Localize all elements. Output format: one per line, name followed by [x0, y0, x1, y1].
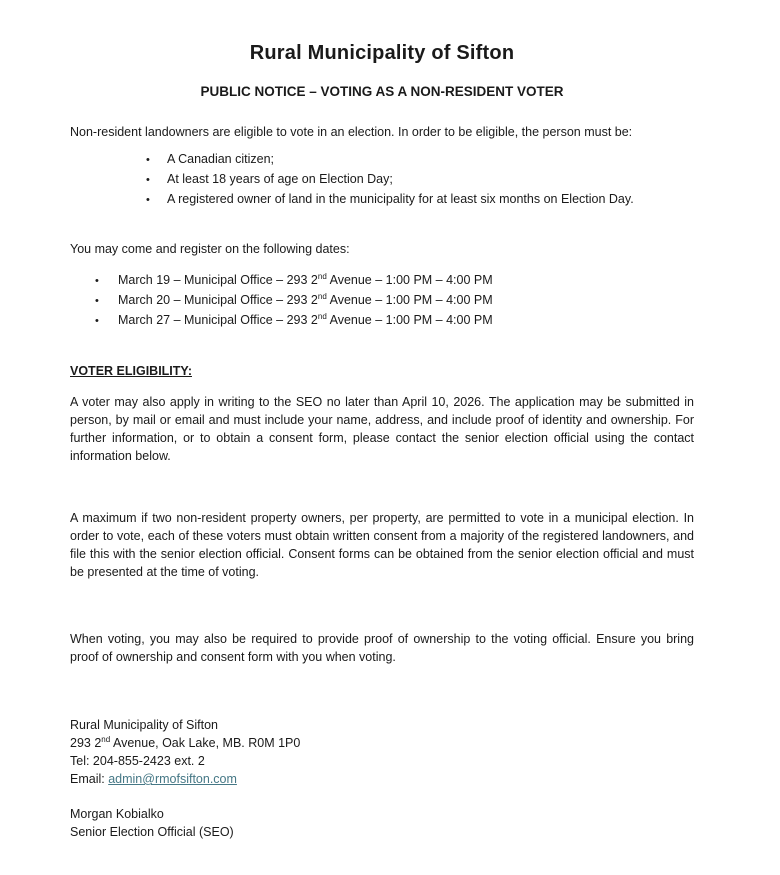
- list-item-text: [118, 271, 493, 290]
- ordinal-superscript: nd: [317, 311, 327, 321]
- intro-paragraph: Non-resident landowners are eligible to vote in an election. In order to be eligible, the person must be:: [70, 125, 633, 139]
- maximum-owners-paragraph: A maximum if two non-resident property owners, per property, are permitted to vote in a municipal election. In order to vote, each of these voters must obtain written consent from a majority of the registered landowners, and file this with the senior election official. Consent forms can be obtained from the senior election official and must be presented at the time of voting.: [70, 511, 694, 579]
- signature-name: Morgan Kobialko: [70, 807, 164, 821]
- ordinal-superscript: nd: [101, 734, 111, 744]
- date-text: Avenue – 1:00 PM – 4:00 PM: [326, 313, 493, 327]
- address-text: 293 2: [70, 736, 102, 750]
- contact-block: [70, 716, 694, 788]
- email-link[interactable]: admin@rmofsifton.com: [108, 772, 237, 786]
- date-text: Avenue – 1:00 PM – 4:00 PM: [326, 273, 493, 287]
- contact-org: Rural Municipality of Sifton: [70, 718, 218, 732]
- date-text: March 20 – Municipal Office – 293 2: [118, 293, 318, 307]
- notice-subtitle: PUBLIC NOTICE – VOTING AS A NON-RESIDENT VOTER: [200, 84, 564, 99]
- bullet-icon: •: [146, 174, 150, 186]
- list-item: [70, 150, 694, 170]
- email-label: Email:: [70, 772, 109, 786]
- voter-eligibility-heading: VOTER ELIGIBILITY:: [70, 364, 192, 378]
- when-voting-paragraph: When voting, you may also be required to provide proof of ownership to the voting official. Ensure you bring proof of ownership and consent form with you when voting.: [70, 632, 694, 664]
- date-text: March 27 – Municipal Office – 293 2: [118, 313, 318, 327]
- contact-tel: Tel: 204-855-2423 ext. 2: [70, 754, 205, 768]
- bullet-icon: •: [146, 194, 150, 206]
- list-item: [70, 190, 694, 210]
- bullet-icon: •: [95, 315, 99, 327]
- date-text: March 19 – Municipal Office – 293 2: [118, 273, 318, 287]
- signature-block: [70, 805, 694, 841]
- signature-title: Senior Election Official (SEO): [70, 825, 234, 839]
- contact-email-line: [70, 770, 694, 788]
- bullet-icon: •: [146, 154, 150, 166]
- list-item: [70, 291, 694, 311]
- list-item-text: [118, 291, 493, 310]
- list-item: [70, 311, 694, 331]
- page-title: Rural Municipality of Sifton: [249, 42, 515, 64]
- eligibility-list: [70, 150, 694, 210]
- address-text: Avenue, Oak Lake, MB. R0M 1P0: [110, 736, 301, 750]
- register-intro-paragraph: You may come and register on the following dates:: [70, 242, 350, 256]
- apply-in-writing-paragraph: A voter may also apply in writing to the SEO no later than April 10, 2026. The application may be submitted in person, by mail or email and must include your name, address, and include proof of identity and ownership. For further information, or to obtain a consent form, please contact the senior election official using the contact information below.: [70, 395, 694, 463]
- list-item: [70, 271, 694, 291]
- register-dates-list: [70, 271, 694, 331]
- contact-address: [70, 734, 694, 752]
- list-item-text: At least 18 years of age on Election Day;: [167, 172, 393, 186]
- list-item: [70, 170, 694, 190]
- ordinal-superscript: nd: [317, 271, 327, 281]
- date-text: Avenue – 1:00 PM – 4:00 PM: [326, 293, 493, 307]
- list-item-text: [118, 311, 493, 330]
- ordinal-superscript: nd: [317, 291, 327, 301]
- list-item-text: A registered owner of land in the municipality for at least six months on Election Day.: [167, 192, 634, 206]
- bullet-icon: •: [95, 275, 99, 287]
- list-item-text: A Canadian citizen;: [167, 152, 275, 166]
- bullet-icon: •: [95, 295, 99, 307]
